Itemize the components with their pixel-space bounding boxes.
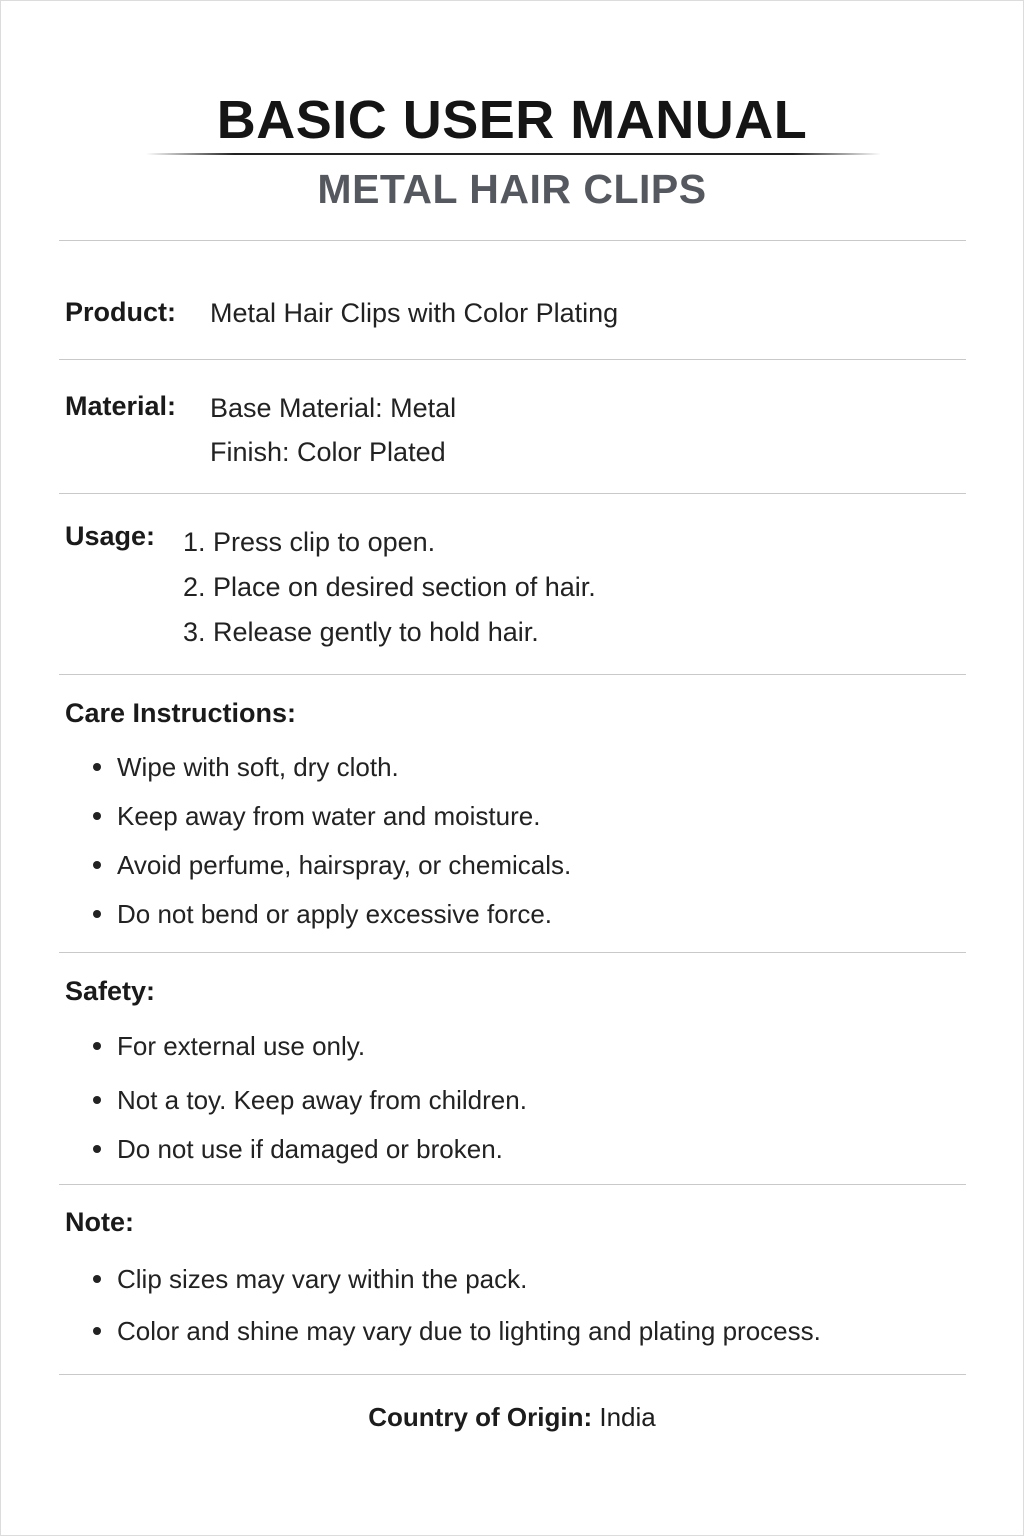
care-item [93, 850, 571, 881]
care-item-text: Keep away from water and moisture. [117, 801, 541, 831]
care-item [93, 752, 399, 783]
product-label: Product: [65, 297, 176, 327]
bullet-icon [93, 1145, 101, 1153]
material-label: Material: [65, 391, 177, 421]
section-divider [59, 240, 966, 241]
care-label: Care Instructions: [65, 698, 297, 728]
bullet-icon [93, 861, 101, 869]
care-item-text: Avoid perfume, hairspray, or chemicals. [117, 850, 572, 880]
bullet-icon [93, 1096, 101, 1104]
usage-step: 2. Place on desired section of hair. [183, 572, 596, 602]
title-divider [146, 153, 881, 155]
care-item-text: Do not bend or apply excessive force. [117, 899, 553, 929]
bullet-icon [93, 763, 101, 771]
safety-item-text: Not a toy. Keep away from children. [117, 1085, 527, 1115]
bullet-icon [93, 1327, 101, 1335]
safety-item [93, 1031, 365, 1062]
care-item-text: Wipe with soft, dry cloth. [117, 752, 399, 782]
bullet-icon [93, 910, 101, 918]
note-item [93, 1316, 821, 1347]
note-label: Note: [65, 1207, 134, 1237]
section-divider [59, 674, 966, 675]
note-item [93, 1264, 527, 1295]
section-divider [59, 359, 966, 360]
origin-label: Country of Origin: [368, 1402, 593, 1432]
material-base-line: Base Material: Metal [210, 393, 457, 423]
section-divider [59, 493, 966, 494]
safety-item [93, 1134, 503, 1165]
usage-label: Usage: [65, 521, 156, 551]
usage-step: 1. Press clip to open. [183, 527, 436, 557]
bullet-icon [93, 1275, 101, 1283]
country-of-origin [1, 1402, 1023, 1433]
section-divider [59, 952, 966, 953]
note-item-text: Clip sizes may vary within the pack. [117, 1264, 528, 1294]
bullet-icon [93, 812, 101, 820]
safety-item-text: Do not use if damaged or broken. [117, 1134, 503, 1164]
material-finish-line: Finish: Color Plated [210, 437, 446, 467]
bullet-icon [93, 1042, 101, 1050]
safety-label: Safety: [65, 976, 156, 1006]
usage-step: 3. Release gently to hold hair. [183, 617, 539, 647]
care-item [93, 899, 552, 930]
product-value: Metal Hair Clips with Color Plating [210, 298, 619, 328]
care-item [93, 801, 540, 832]
manual-title: BASIC USER MANUAL [216, 90, 808, 150]
section-divider [59, 1184, 966, 1185]
note-item-text: Color and shine may vary due to lighting and plating process. [117, 1316, 821, 1346]
safety-item-text: For external use only. [117, 1031, 366, 1061]
origin-value: India [599, 1402, 656, 1432]
section-divider [59, 1374, 966, 1375]
manual-subtitle: METAL HAIR CLIPS [317, 166, 707, 212]
safety-item [93, 1085, 527, 1116]
